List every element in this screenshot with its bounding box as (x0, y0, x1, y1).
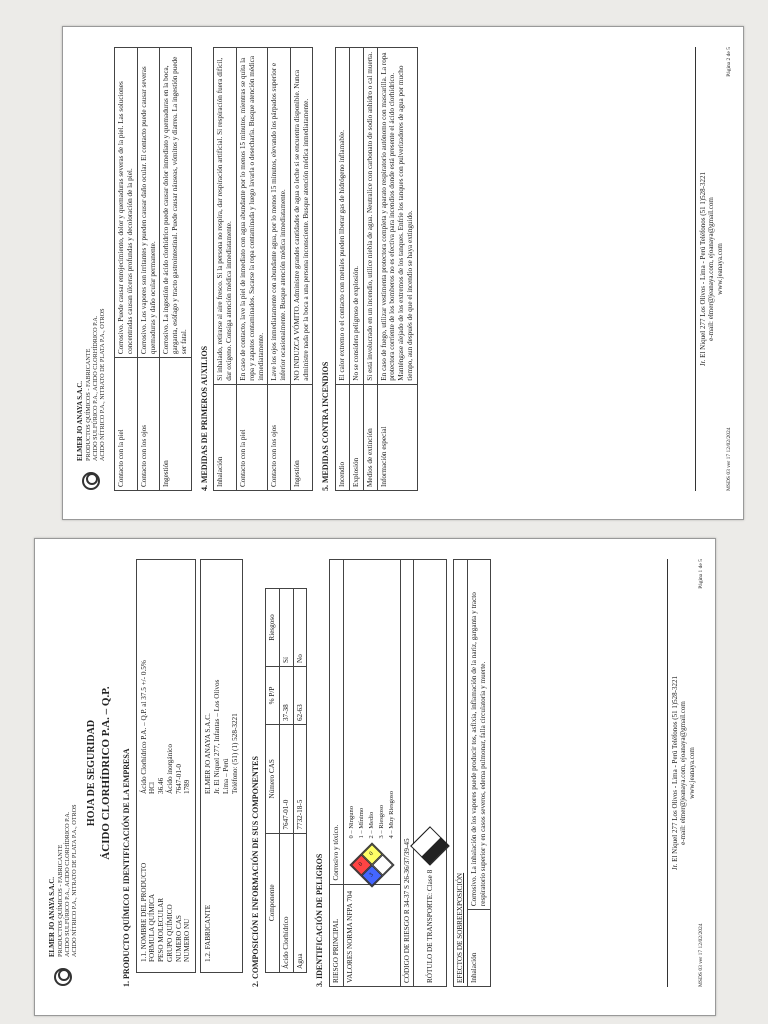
page-number: Página 2 de 5 (726, 47, 733, 77)
fire-label: Explosión (349, 384, 363, 490)
aid-label: Inhalación (214, 384, 237, 490)
effect-label: Contacto con los ojos (137, 358, 160, 491)
table-cell: 7732-18-5 (293, 725, 307, 834)
nfpa-reactivity: 0 (361, 843, 382, 864)
product-value: 1789 (183, 779, 192, 794)
company-name: ELMER JO ANAYA S.A.C. (77, 381, 84, 461)
product-key: NUMERO CAS (174, 915, 183, 962)
product-value: HCl (148, 782, 157, 794)
section-4-heading: 4. MEDIDAS DE PRIMEROS AUXILIOS (199, 345, 209, 491)
footer-address: Jr. El Niquel 277 Los Olivos - Lima - Perú Teléfonos (51 1)528-3221 (670, 676, 679, 870)
nfpa-diamond-icon (349, 842, 394, 887)
corrosive-label-icon (411, 826, 451, 866)
transport-label: RÓTULO DE TRANSPORTE: Clase 8 (425, 869, 434, 983)
legend-item: 1 – Mínimo (357, 807, 365, 839)
aid-text: En caso de contacto, lave la piel de inmediato con agua abundante por lo menos 15 minutos, mientras se quita la ropa y zapatos contaminados. Sacarse la ropa contaminada y luego lavarla o desecharla. Busque atención médica inmediatamente. (236, 48, 267, 385)
aid-label: Contacto con los ojos (268, 384, 291, 490)
footer-web: www.jeanaya.com (715, 243, 724, 295)
company-logo-icon (53, 963, 75, 987)
column-header: Riesgoso (266, 588, 280, 666)
msds-version: MSDS 03 ver 17 12/02/2024 (698, 923, 705, 987)
risk-code: CÓDIGO DE RIESGO R 34-37 S 26-36/37/39-45 (400, 560, 414, 987)
fire-text: El calor extremo o el contacto con metales pueden liberar gas de hidrógeno inflamable. (336, 48, 350, 385)
company-name: ELMER JO ANAYA S.A.C. (49, 877, 56, 957)
section-2-heading: 2. COMPOSICIÓN E INFORMACIÓN DE SUS COMPONENTES (251, 756, 261, 987)
table-cell: 62-63 (293, 667, 307, 725)
product-value: Ácido inorgánico (165, 744, 174, 794)
aid-text: Lave los ojos inmediatamente con abundante agua, por lo menos 15 minutos, elevando los párpados superior e inferior ocasionalmente. Busque atención médica inmediatamente. (268, 48, 291, 385)
hazard-table (329, 559, 447, 987)
header-line1: PRODUCTOS QUÍMICOS - FABRICANTE (84, 348, 92, 461)
column-header: % P/P (266, 667, 280, 725)
page-1-sheet (34, 538, 716, 1016)
effects-table (114, 47, 191, 491)
header-line1: PRODUCTOS QUÍMICOS - FABRICANTE (56, 844, 64, 957)
product-key: PESO MOLECULAR (157, 897, 166, 962)
overexposure-heading: EFECTOS DE SOBREEXPOSICIÓN (454, 560, 468, 987)
product-value: Ácido Clorhídrico P.A. – Q.P. al 37.5 +/- 0.5% (139, 660, 148, 794)
composition-table (265, 588, 307, 973)
aid-label: Ingestión (290, 384, 313, 490)
product-key: FORMULA QUÍMICA (148, 893, 157, 962)
nfpa-flammability: 0 (351, 854, 372, 875)
overexposure-text: Corrosivo. La inhalación de los vapores puede producir tos, asfixia, inflamación de la nariz, garganta y tracto respiratorio superior y en casos severos, edema pulmonar, falla circulatoria y muerte. (468, 560, 491, 910)
manufacturer-details (204, 566, 239, 798)
fire-text: No se considera peligroso de explosión. (349, 48, 363, 385)
table-cell: No (293, 588, 307, 666)
product-key: GRUPO QUÍMICO (165, 904, 174, 962)
manufacturer-line: Teléfono: (51) (1) 528-3221 (230, 713, 239, 794)
column-header: Número CAS (266, 725, 280, 834)
manufacturer-line: Lima – Perú (221, 758, 230, 794)
table-cell: Ácido Clorhídrico (279, 833, 293, 972)
effect-text: Corrosivo. Puede causar enrojecimiento, dolor y quemaduras severas de la piel. Las soluciones concentradas causan úlceras profundas y decoloración de la piel. (115, 48, 138, 358)
document-title: HOJA DE SEGURIDAD (86, 719, 98, 827)
company-logo-icon (81, 467, 103, 491)
fire-label: Información especial (377, 384, 417, 490)
effect-text: Corrosivo. La ingestión de ácido clorhídrico puede causar dolor inmediato y quemaduras en la boca, garganta, esófago y tracto gastrointestinal. Puede causar náuseas, vómitos y diarrea. La ingestión puede ser fatal. (160, 48, 191, 358)
manufacturer-line: ELMER JO ANAYA S.A.C. (204, 713, 213, 794)
column-header: Componente (266, 833, 280, 972)
header-line3: ACIDO NÍTRICO P.A., NITRATO DE PLATA P.A., OTROS (99, 308, 107, 461)
nfpa-health: 3 (361, 865, 382, 886)
table-cell: Sí (279, 588, 293, 666)
table-row (293, 588, 307, 972)
footer-address: Jr. El Niquel 277 Los Olivos - Lima - Perú Teléfonos (51 1)528-3221 (698, 172, 707, 366)
page-number: Página 1 de 5 (698, 559, 705, 589)
first-aid-table (213, 47, 313, 491)
footer-email: e-mail: elmer@jeanaya.com, ejoanaya@gmail.com (679, 701, 688, 845)
company-header (49, 559, 78, 987)
table-row (279, 588, 293, 972)
section-3-heading: 3. IDENTIFICACIÓN DE PELIGROS (315, 853, 325, 987)
hazard-label: RIESGO PRINCIPAL (330, 884, 344, 986)
table-cell: 7647-01-0 (279, 725, 293, 834)
fire-text: Si está involucrado en un incendio, utilice niebla de agua. Neutralice con carbonato de sodio anhidro o cal muerta. (363, 48, 377, 385)
effect-text: Corrosivo. Los vapores son irritantes y pueden causar daño ocular. El contacto puede causar severas quemaduras y daño ocular permanente. (137, 48, 160, 358)
aid-text: Si inhalado, retirarse al aire fresco. Si la persona no respira, dar respiración artificial. Si respiración fuera difícil, dar oxígeno. Consiga atención médica inmediatamente. (214, 48, 237, 385)
header-line3: ACIDO NÍTRICO P.A., NITRATO DE PLATA P.A., OTROS (71, 804, 79, 957)
effect-label: Ingestión (160, 358, 191, 491)
overexposure-label: Inhalación (468, 910, 491, 987)
manufacturer-line: Jr. El Niquel 277, Infantas – Los Olivos (213, 679, 221, 794)
nfpa-label: VALORES NORMA NFPA 704 (343, 884, 400, 986)
company-header (77, 47, 106, 491)
section-1-heading: 1. PRODUCTO QUÍMICO E IDENTIFICACIÓN DE LA EMPRESA (121, 748, 131, 987)
product-key: 1.1. NOMBRE DEL PRODUCTO (139, 862, 148, 962)
legend-item: 2 – Medio (367, 811, 375, 839)
product-value: 7647-01-0 (174, 764, 183, 794)
page-2-sheet (62, 26, 744, 520)
manufacturer-box (200, 559, 243, 973)
fire-label: Incendio (336, 384, 350, 490)
page-1-footer (667, 559, 705, 987)
aid-text: NO INDUZCA VÓMITO. Administre grandes cantidades de agua o leche si se encuentra disponible. Nunca administre nada por la boca a una persona inconsciente. Busque atención médica inmediatamente. (290, 48, 313, 385)
product-key: NUMERO NU (183, 918, 192, 962)
hazard-value: Corrosivo y tóxico. (330, 560, 344, 885)
legend-item: 0 – Ninguno (347, 806, 355, 839)
effect-label: Contacto con la piel (115, 358, 138, 491)
header-line2: ACIDO SULFÚRICO P.A., ACIDO CLORHÍDRICO P.A. (63, 811, 71, 957)
overexposure-table (453, 559, 490, 987)
legend-item: 4 – Muy Riesgoso (387, 791, 395, 839)
aid-label: Contacto con la piel (236, 384, 267, 490)
document-subtitle: ÁCIDO CLORHÍDRICO P.A. – Q.P. (100, 686, 113, 860)
fire-text: En caso de fuego, utilizar vestimenta protectora completa y aparato respiratorio autónomo con mascarilla. La ropa protectora corriente de los bomberos no es efectiva para incendios donde está presente el ácido clorhídrico. Manténgase alejado de los extremos de los tanques. Enfríe los tanques con pulverizadores de agua por mucho tiempo, aun después de que el incendio se haya extinguido. (377, 48, 417, 385)
section-5-heading: 5. MEDIDAS CONTRA INCENDIOS (321, 361, 331, 491)
footer-web: www.jeanaya.com (687, 747, 696, 799)
fire-table (335, 47, 417, 491)
table-cell: 37-38 (279, 667, 293, 725)
page-2-footer (695, 47, 733, 491)
legend-item: 3 – Riesgoso (377, 804, 385, 839)
manufacturer-label: 1.2. FABRICANTE (204, 904, 213, 962)
msds-version: MSDS 03 ver 17 12/02/2024 (726, 427, 733, 491)
fire-label: Medios de extinción (363, 384, 377, 490)
header-line2: ACIDO SULFÚRICO P.A., ACIDO CLORHÍDRICO P.A. (91, 315, 99, 461)
table-cell: Agua (293, 833, 307, 972)
product-value: 36.46 (157, 777, 166, 794)
product-info-box (136, 559, 197, 973)
nfpa-legend (346, 791, 398, 839)
footer-email: e-mail: elmer@jeanaya.com, ejoanaya@gmail.com (707, 197, 716, 341)
